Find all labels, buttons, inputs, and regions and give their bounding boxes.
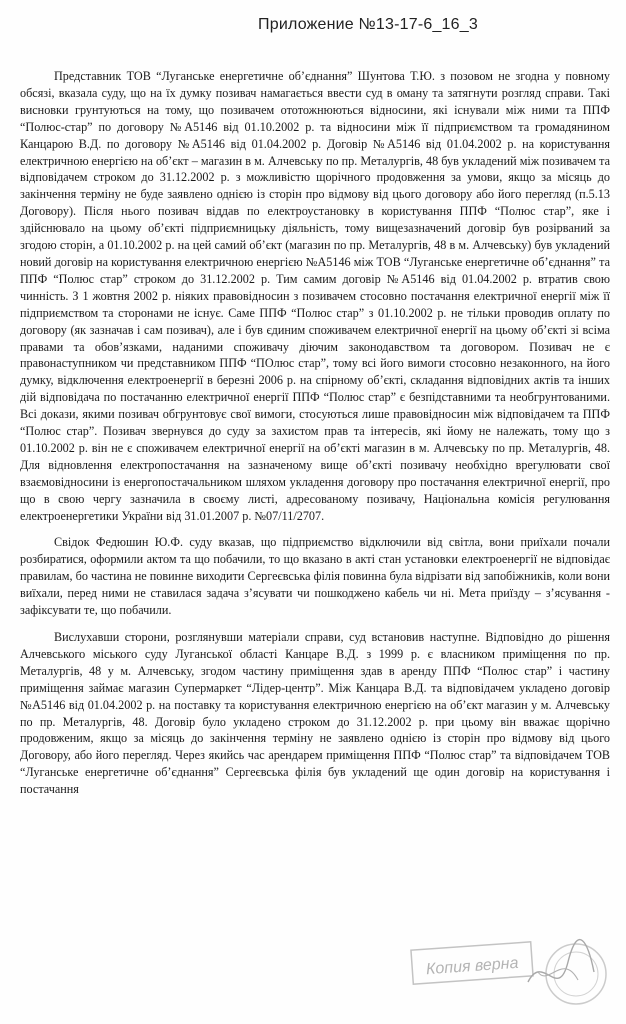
paragraph-court-findings: Вислухавши сторони, розглянувши матеріали справи, суд встановив наступне. Відповідно до рішення Алчевського міського суду Луганської області Канцаре В.Д. з 1999 р. є власником приміщення по пр. Металургів, 48 у м. Алчевську, згодом частину приміщення здав в аренду ППФ “Полюс стар” і частину приміщення займає магазин Супермаркет “Лідер-центр”. Між Канцара В.Д. та відповідачем укладено договір №А5146 від 01.04.2002 р. на поставку та користування електричною енергією на об’єкт магазин у м. Алчевську по пр. Металургів, 48. Договір було укладено строком до 31.12.2002 р. при цьому він вважає щорічно продовженим, якщо за місяць до закінчення терміну не заявлено однією із сторін про відмову від цього Договору, або його перегляд. Через якийсь час арендарем приміщення ППФ “Полюс стар” та відповідачем ТОВ “Луганське енергетичне об’єднання” Сергеєвська філія був укладений ще один договір на користування і постачання	[20, 630, 610, 797]
paragraph-witness-testimony: Свідок Федюшин Ю.Ф. суду вказав, що підприємство відключили від світла, вони приїхали почали розбиратися, оформили актом та що побачили, то що вказано в акті стан установки електроенергії не відповідає правилам, бо частина не повинне виходити Сергеєвська філія повинна була відрізати від запобіжників, коли вони виїхали, перед ними не ставилася задача з’ясувати чи пошкоджено кабель чи ні. Мета приїзду – з’ясування - зафіксувати те, що побачили.	[20, 535, 610, 618]
page-title: Приложение №13-17-6_16_3	[258, 16, 478, 33]
document-body	[20, 68, 610, 798]
certification-stamp	[388, 932, 616, 1010]
stamp-text: Копия верна	[425, 954, 519, 979]
paragraph-representative-statement: Представник ТОВ “Луганське енергетичне об’єднання” Шунтова Т.Ю. з позовом не згодна у повному обсязі, вказала суду, що на їх думку позивач намагається ввести суд в оману та затягнути розгляд справи. Такі висновки грунтуються на тому, що позивачем ототожнюються відносини, які існували між ними та ППФ “Полюс-стар” по договору №А5146 від 01.10.2002 р. та відносини між її підприємством та громадянином Канцарою В.Д. по договору №А5146 від 01.04.2002 р. Договір №А5146 від 01.04.2002 р. на користування електричною енергією на об’єкт – магазин в м. Алчевську по пр. Металургів, 48 був укладений між позивачем та відповідачем строком до 31.12.2002 р. з можливістю щорічного продовження за умови, якщо за місяць до закінчення терміну не буде заявлено однією із сторін про відмову від цього договору або його перегляд (п.5.13 Договору). Після нього позивач віддав по електроустановку в користування ППФ “Полюс стар”, яке і здійснювало на цьому об’єкті підприємницьку діяльність, тому вищезазначений договір був розірваний за згодою сторін, а 01.10.2002 р. на цей самий об’єкт (магазин по пр. Металургів, 48 в м. Алчевську) був укладений новий договір на користування електричною енергією №А5146 між ТОВ “Луганське енергетичне об’єднання” та ППФ “Полюс стар” строком до 31.12.2002 р. Тим самим договір №А5146 від 01.04.2002 р. втратив свою чинність. З 1 жовтня 2002 р. ніяких правовідносин з позивачем стосовно постачання електричної енергії між її підприємством та сторонами не існує. Саме ППФ “Полюс стар” з 01.10.2002 р. не тільки проводив оплату по договору (як зазначав і сам позивач), але і був єдиним споживачем електричної енергії на цьому об’єкті зі всіма правами та обов’язками, наданими споживачу діючим законодавством та договором. Позивач не є правонаступником чи представником ППФ “ПОлюс стар”, тому всі його вимоги стосовно незаконного, на його думку, відключення електроенергії в березні 2006 р. на спірному об’єкті, складання відповідних актів та інших дій відповідача по постачанню електричної енергії ППФ “Полюс стар” є безпідставними та необгрунтованими. Всі докази, якими позивач обгрунтовує свої вимоги, стосуються лише правовідносин між відповідачем та ППФ “Полюс стар”. Позивач звернувся до суду за захистом прав та інтересів, які йому не належать, тому що з 01.10.2002 р. він не є споживачем електричної енергії на об’єкті магазин в м. Алчевську по пр. Металургів, 48. Для відновлення електропостачання на зазначеному вище об’єкті позивачу необхідно врегулювати свої взаємовідносини із енергопостачальником шляхом укладення договору про постачання електричної енергії, про що в свою чергу зазначила в своєму листі, адресованому позивачу, Національна комісія регулювання електроенергетики України від 31.01.2007 р. №07/11/2707.	[20, 69, 610, 523]
